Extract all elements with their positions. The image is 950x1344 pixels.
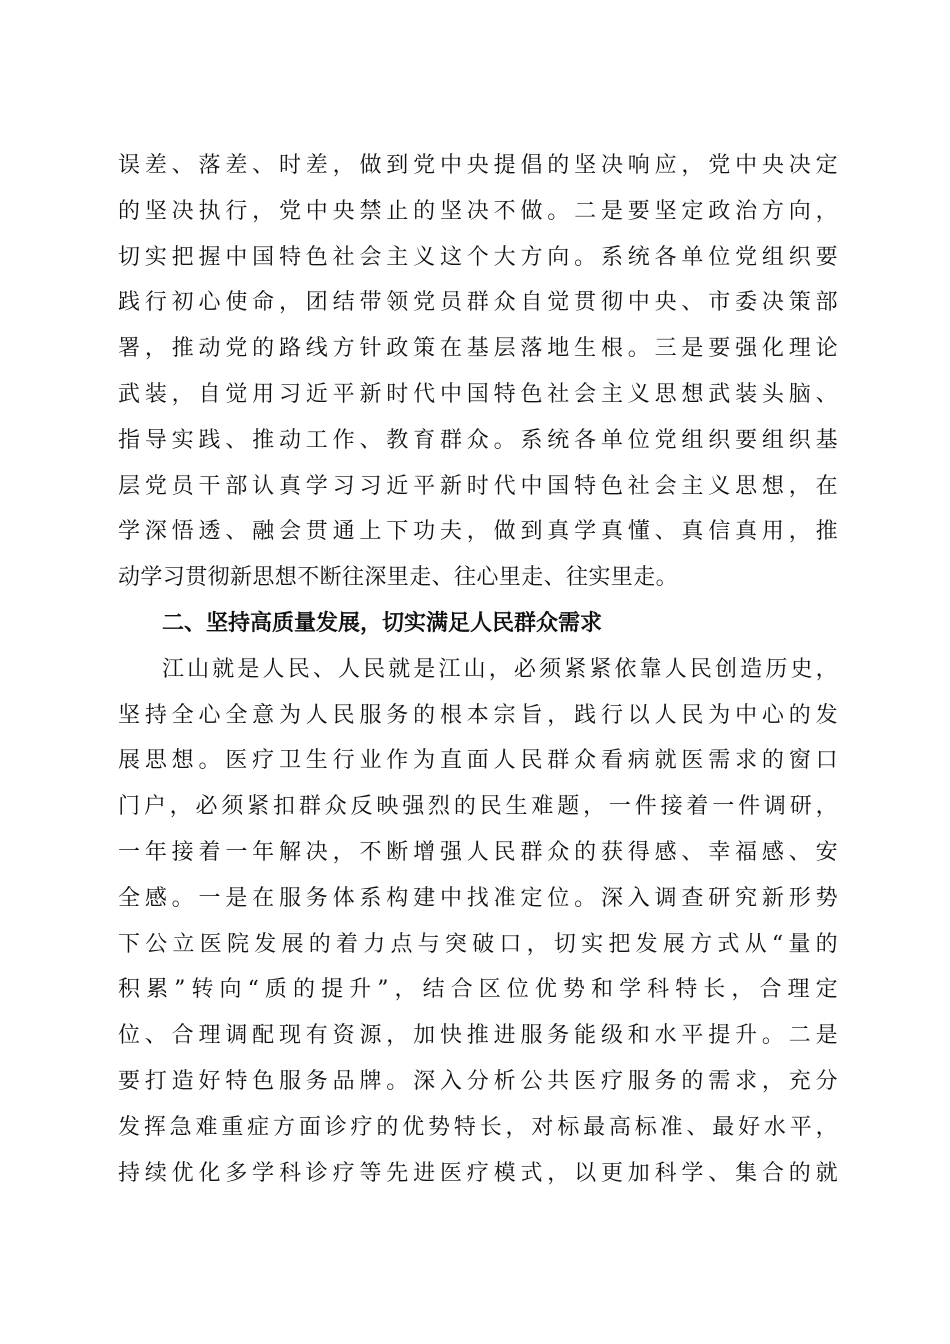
text-line: 要打造好特色服务品牌。深入分析公共医疗服务的需求，充分 <box>118 1068 838 1094</box>
text-line: 署，推动党的路线方针政策在基层落地生根。三是要强化理论 <box>118 336 838 362</box>
text-line: 武装，自觉用习近平新时代中国特色社会主义思想武装头脑、 <box>118 381 838 407</box>
text-line: 误差、落差、时差，做到党中央提倡的坚决响应，党中央决定 <box>118 153 838 178</box>
text-line: 积累”转向“质的提升”，结合区位优势和学科特长，合理定 <box>118 977 838 1003</box>
text-line: 全感。一是在服务体系构建中找准定位。深入调查研究新形势 <box>118 885 838 911</box>
text-line: 下公立医院发展的着力点与突破口，切实把发展方式从“量的 <box>118 931 838 957</box>
text-line: 一年接着一年解决，不断增强人民群众的获得感、幸福感、安 <box>118 839 838 865</box>
document-body <box>118 143 838 1196</box>
text-line: 学深悟透、融会贯通上下功夫，做到真学真懂、真信真用，推 <box>118 519 838 545</box>
text-line: 位、合理调配现有资源，加快推进服务能级和水平提升。二是 <box>118 1023 838 1049</box>
text-line: 切实把握中国特色社会主义这个大方向。系统各单位党组织要 <box>118 244 838 270</box>
text-line: 坚持全心全意为人民服务的根本宗旨，践行以人民为中心的发 <box>118 702 838 728</box>
paragraph-2 <box>118 647 838 1197</box>
text-line: 发挥急难重症方面诊疗的优势特长，对标最高标准、最好水平， <box>118 1114 838 1140</box>
text-line: 指导实践、推动工作、教育群众。系统各单位党组织要组织基 <box>118 427 838 453</box>
text-line: 的坚决执行，党中央禁止的坚决不做。二是要坚定政治方向， <box>118 198 838 224</box>
text-line: 层党员干部认真学习习近平新时代中国特色社会主义思想，在 <box>118 473 838 499</box>
text-line: 动学习贯彻新思想不断往深里走、往心里走、往实里走。 <box>118 565 679 591</box>
section-heading: 二、坚持高质量发展，切实满足人民群众需求 <box>162 610 603 636</box>
text-line: 江山就是人民、人民就是江山，必须紧紧依靠人民创造历史， <box>162 656 838 682</box>
paragraph-1 <box>118 143 838 601</box>
text-line: 展思想。医疗卫生行业作为直面人民群众看病就医需求的窗口 <box>118 748 838 774</box>
text-line: 门户，必须紧扣群众反映强烈的民生难题，一件接着一件调研， <box>118 794 838 820</box>
text-line: 践行初心使命，团结带领党员群众自觉贯彻中央、市委决策部 <box>118 290 838 316</box>
text-line: 持续优化多学科诊疗等先进医疗模式，以更加科学、集合的就 <box>118 1160 838 1186</box>
